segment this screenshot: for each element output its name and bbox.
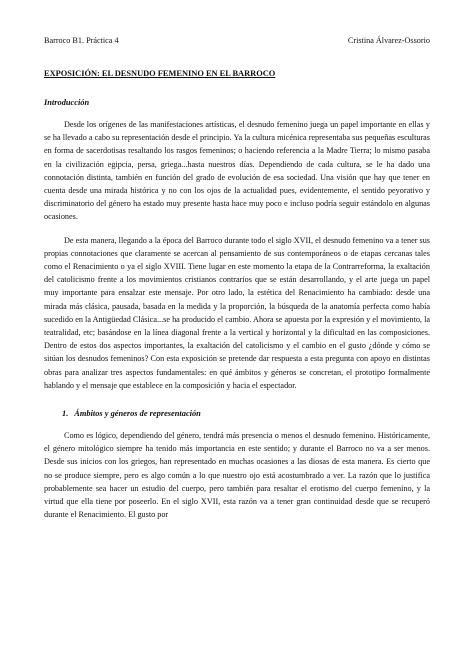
section-paragraph: Como es lógico, dependiendo del género, tendrá más presencia o menos el desnudo femenino. Históricamente, el género mitológico siempre ha tenido más importancia en este sentido; y durante el Barroco no va a ser menos. Desde sus inicios con los griegos, han representado en muchas ocasiones a las diosas de esta manera. Es cierto que no se produce siempre, pero es algo común a lo que nuestro ojo está acostumbrado a ver. La razón que lo justifica probablemente sea hacer un estudio del cuerpo, pero también para resaltar el erotismo del cuerpo femenino, y la virtud que ella tiene por poseerlo. En el siglo XVII, esta razón va a tener gran continuidad desde que se recuperó durante el Renacimiento. El gusto por [44,431,430,520]
header-author: Cristina Álvarez-Ossorio [347,36,430,45]
page-header [44,36,430,46]
section-heading [62,408,430,419]
section-title: Ámbitos y géneros de representación [74,409,201,419]
header-course: Barroco B1. Práctica 4 [44,36,119,45]
intro-heading: Introducción [44,98,90,107]
intro-paragraph-2: De esta manera, llegando a la época del Barroco durante todo el siglo XVII, el desnudo femenino va a tener sus propias connotaciones que claramente se acercan al pensamiento de sus contemporáneos o de etapas cercanas tales como el Renacimiento o ya el siglo XVIII. Tiene lugar en este momento la etapa de la Contrarreforma, la exaltación del catolicismo frente a los movimientos cristianos contrarios que se están desarrollando, y el arte juega un papel muy importante para ensalzar este mensaje. Por otro lado, la estética del Renacimiento ha cambiado: desde una mirada más clásica, pausada, basada en la medida y la proporción, la búsqueda de la anatomía perfecta como había sucedido en la Antigüedad Clásica...se ha producido el cambio. Ahora se apuesta por la expresión y el movimiento, la teatralidad, etc; basándose en la línea diagonal frente a la vertical y horizontal y la dificultad en las composiciones. Dentro de estos dos aspectos importantes, la exaltación del catolicismo y el cambio en el gusto ¿dónde y cómo se sitúan los desnudos femeninos? Con esta exposición se pretende dar respuesta a esta pregunta con apoyo en distintas obras para analizar tres aspectos fundamentales: en qué ámbitos y géneros se concretan, el prototipo formalmente hablando y el mensaje que establece en la composición y hacia el espectador. [44,235,430,390]
intro-paragraph-1: Desde los orígenes de las manifestaciones artísticas, el desnudo femenino juega un papel importante en ellas y se ha llevado a cabo su representación desde el principio. Ya la cultura micénica representaba sus pequeñas esculturas en forma de sacerdotisas resaltando los rasgos femeninos; o haciendo referencia a la Madre Tierra; lo mismo pasaba en la civilización egipcia, persa, griega...hasta nuestros días. Dependiendo de cada cultura, se le ha dado una connotación distinta, también en función del grado de evolución de esa sociedad. Una visión que hay que tener en cuenta desde una mirada histórica y no con los ojos de la actualidad pues, evidentemente, el sentido peyorativo y discriminatorio del género ha estado muy presente hasta hace muy poco e incluso podría seguir estándolo en algunas ocasiones. [44,120,430,222]
section-number: 1. [62,409,69,419]
document-title: EXPOSICIÓN: EL DESNUDO FEMENINO EN EL BARROCO [44,69,276,78]
